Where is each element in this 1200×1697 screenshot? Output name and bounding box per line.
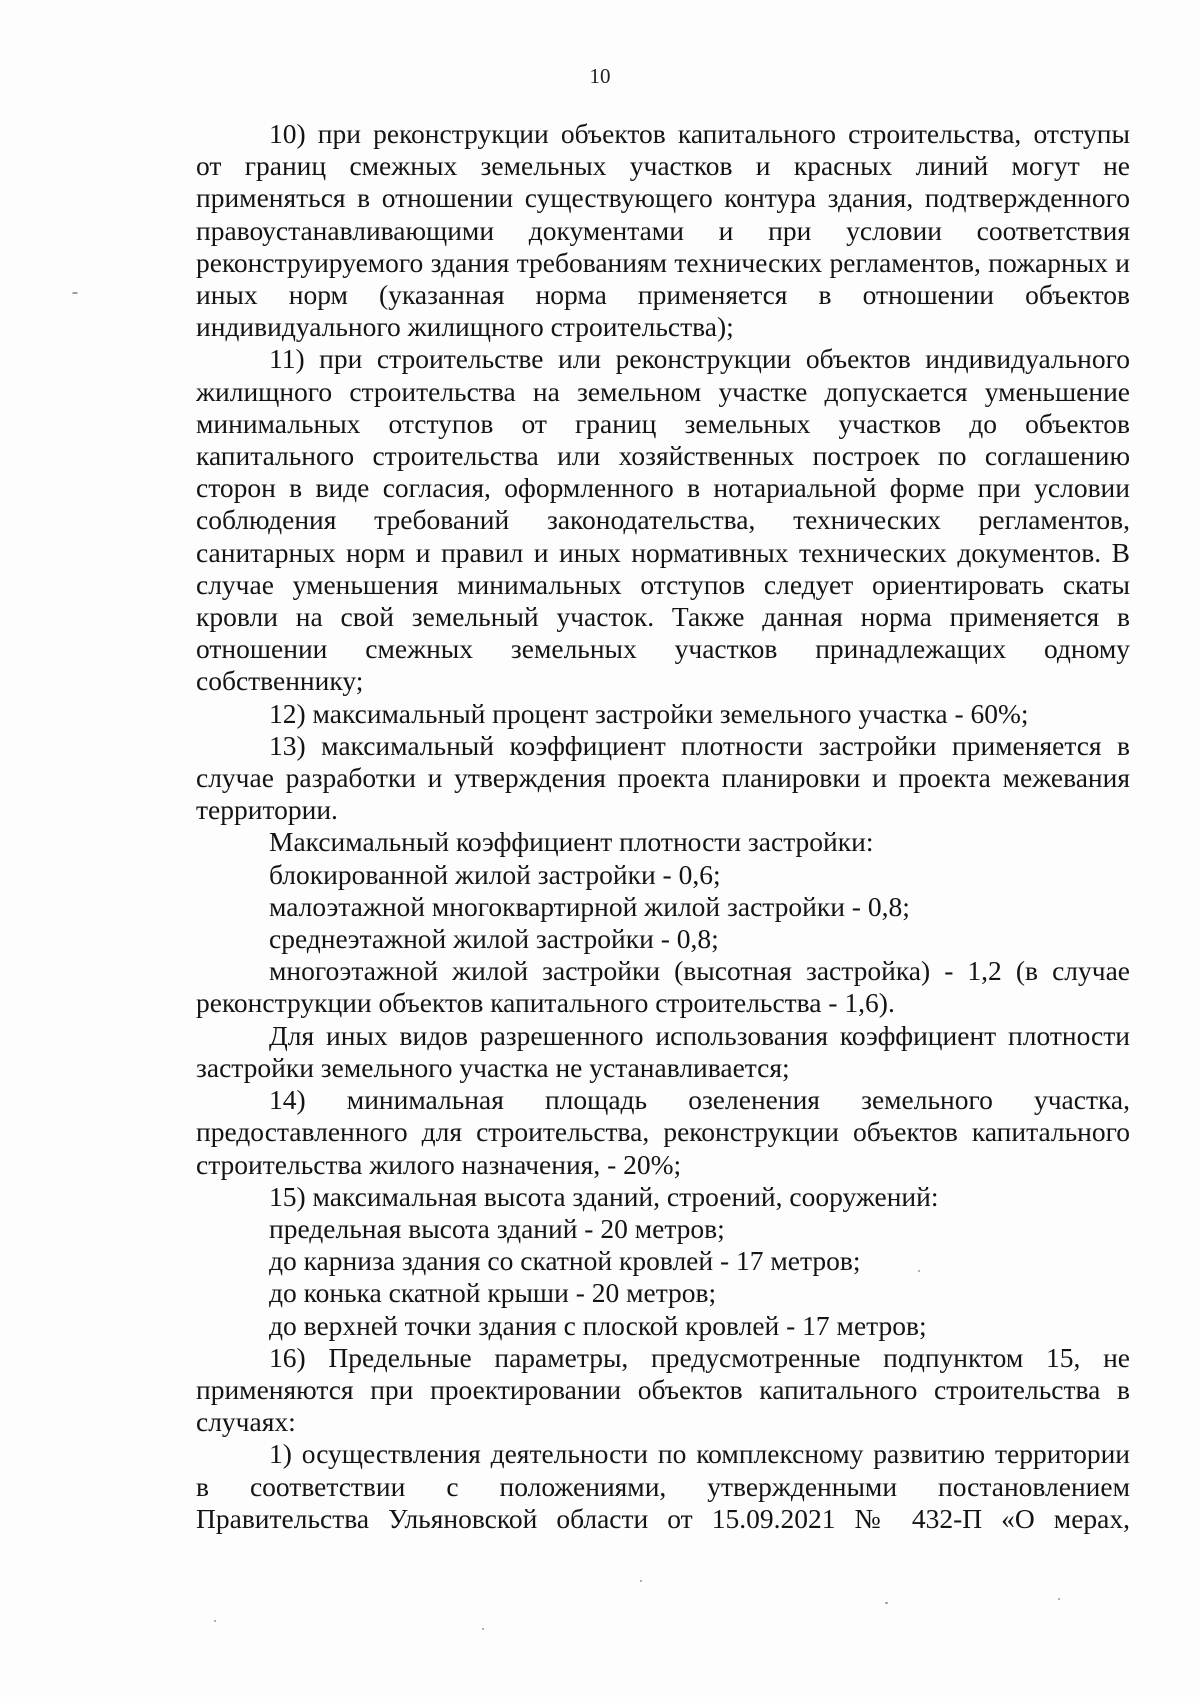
paragraph-p11: 11) при строительстве или реконструкции объектов индивидуального жилищного строительства на земельном участке допускается уменьшение минимальных отступов от границ земельных участков до объектов капитального строительства или хозяйственных построек по соглашению сторон в виде согласия, оформленного в нотариальной форме при условии соблюдения требований законодательства, технических регламентов, санитарных норм и правил и иных нормативных технических документов. В случае уменьшения минимальных отступов следует ориентировать скаты кровли на свой земельный участок. Также данная норма применяется в отношении смежных земельных участков принадлежащих одному собственнику; <box>196 343 1130 697</box>
scan-speck <box>1058 1598 1060 1600</box>
scan-speck <box>214 1620 216 1622</box>
paragraph-p16a: 1) осуществления деятельности по комплексному развитию территории в соответствии с положениями, утвержденными постановлением Правительства Ульяновской области от 15.09.2021 № 432-П «О мерах, <box>196 1438 1130 1534</box>
page-number: 10 <box>589 64 611 88</box>
paragraph-p13d: среднеэтажной жилой застройки - 0,8; <box>269 923 719 955</box>
paragraph-p13e: многоэтажной жилой застройки (высотная застройка) - 1,2 (в случае реконструкции объектов капитального строительства - 1,6). <box>196 955 1130 1019</box>
scan-speck <box>482 1628 484 1630</box>
paragraph-p15: 15) максимальная высота зданий, строений, сооружений: <box>269 1180 939 1212</box>
document-body <box>196 118 1130 1535</box>
paragraph-p10: 10) при реконструкции объектов капитального строительства, отступы от границ смежных земельных участков и красных линий могут не применяться в отношении существующего контура здания, подтвержденного правоустанавливающими документами и при условии соответствия реконструируемого здания требованиям технических регламентов, пожарных и иных норм (указанная норма применяется в отношении объектов индивидуального жилищного строительства); <box>196 118 1130 343</box>
paragraph-p12: 12) максимальный процент застройки земельного участка - 60%; <box>269 697 1029 729</box>
paragraph-p13: 13) максимальный коэффициент плотности застройки применяется в случае разработки и утверждения проекта планировки и проекта межевания территории. <box>196 729 1130 826</box>
paragraph-p13a: Максимальный коэффициент плотности застройки: <box>269 826 874 858</box>
paragraph-p13f: Для иных видов разрешенного использования коэффициент плотности застройки земельного участка не устанавливается; <box>196 1019 1130 1083</box>
paragraph-p14: 14) минимальная площадь озеленения земельного участка, предоставленного для строительства, реконструкции объектов капитального строительства жилого назначения, - 20%; <box>196 1084 1130 1180</box>
paragraph-p15a: предельная высота зданий - 20 метров; <box>269 1212 725 1244</box>
paragraph-p15d: до верхней точки здания с плоской кровлей - 17 метров; <box>269 1309 927 1341</box>
paragraph-p15b: до карниза здания со скатной кровлей - 17 метров; <box>269 1245 861 1277</box>
scan-speck <box>885 1602 888 1604</box>
paragraph-p15c: до конька скатной крыши - 20 метров; <box>269 1277 717 1309</box>
scan-speck <box>918 1270 920 1272</box>
scan-speck <box>640 1580 642 1582</box>
paragraph-p16: 16) Предельные параметры, предусмотренные подпунктом 15, не применяются при проектировании объектов капитального строительства в случаях: <box>196 1341 1130 1438</box>
paragraph-p13c: малоэтажной многоквартирной жилой застройки - 0,8; <box>269 890 910 922</box>
scan-speck <box>72 292 78 294</box>
paragraph-p13b: блокированной жилой застройки - 0,6; <box>269 858 721 890</box>
